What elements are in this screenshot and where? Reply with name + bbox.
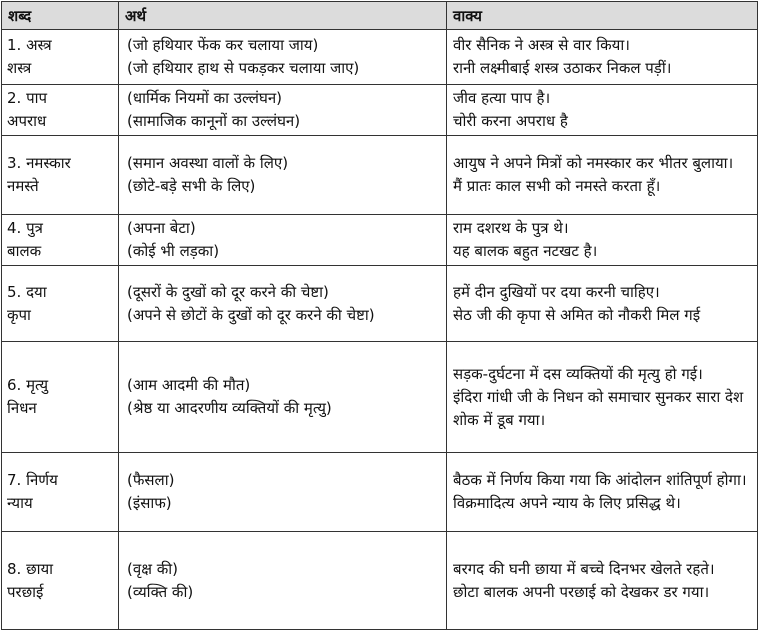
sentence-cell [447,136,758,215]
sentence-text: आयुष ने अपने मित्रों को नमस्कार कर भीतर बुलाया। [453,154,734,172]
word-text: 3. नमस्कार [7,154,71,172]
word-text: 5. दया [7,282,47,301]
sentence-text: सेठ जी की कृपा से अमित को नौकरी मिल गई [453,305,701,324]
sentence-text: चोरी करना अपराध है [453,112,568,130]
word-text: कृपा [7,305,31,324]
word-text: निधन [7,399,37,417]
word-cell [2,85,119,136]
word-cell [2,453,119,532]
word-cell [2,532,119,630]
sentence-text: जीव हत्या पाप है। [453,89,551,107]
meaning-text: (सामाजिक कानूनों का उल्लंघन) [127,112,301,130]
word-text: न्याय [7,494,33,512]
word-text: 2. पाप [7,89,48,107]
word-cell [2,215,119,266]
sentence-text: रानी लक्ष्मीबाई शस्त्र उठाकर निकल पड़ीं। [453,59,672,77]
meaning-text: (जो हथियार हाथ से पकड़कर चलाया जाए) [127,59,360,77]
meaning-text: (आम आदमी की मौत) [127,376,251,394]
word-cell [2,30,119,85]
meaning-text: (छोटे-बड़े सभी के लिए) [127,177,256,195]
sentence-text: हमें दीन दुखियों पर दया करनी चाहिए। [453,282,660,301]
meaning-text: (इंसाफ) [127,494,172,512]
word-text: शस्त्र [7,59,32,77]
header-word: शब्द [2,2,119,30]
meaning-cell [119,266,447,342]
sentence-text: यह बालक बहुत नटखट है। [453,242,598,260]
meaning-text: (व्यक्ति की) [127,582,194,601]
header-sentence: वाक्य [447,2,758,30]
word-meaning-table [1,1,758,630]
sentence-text: मैं प्रातः काल सभी को नमस्ते करता हूँ। [453,177,661,195]
word-text: अपराध [7,112,47,130]
meaning-cell [119,85,447,136]
table-row [2,136,758,215]
meaning-text: (समान अवस्था वालों के लिए) [127,154,289,172]
meaning-cell [119,136,447,215]
word-text: 7. निर्णय [7,471,58,489]
meaning-cell [119,453,447,532]
word-text: 1. अस्त्र [7,36,52,54]
sentence-cell [447,453,758,532]
sentence-cell [447,342,758,453]
sentence-text: विक्रमादित्य अपने न्याय के लिए प्रसिद्ध थे। [453,494,681,512]
word-text: परछाई [7,582,44,601]
sentence-cell [447,30,758,85]
meaning-text: (धार्मिक नियमों का उल्लंघन) [127,89,283,107]
sentence-text: छोटा बालक अपनी परछाई को देखकर डर गया। [453,582,710,601]
table-row [2,266,758,342]
table-row [2,342,758,453]
word-text: बालक [7,242,42,260]
meaning-text: (अपने से छोटों के दुखों को दूर करने की चेष्टा) [127,305,375,324]
word-cell [2,266,119,342]
table-row [2,453,758,532]
sentence-text: बरगद की घनी छाया में बच्चे दिनभर खेलते रहते। [453,559,715,578]
meaning-text: (अपना बेटा) [127,219,196,237]
sentence-text: सड़क-दुर्घटना में दस व्यक्तियों की मृत्यु हो गई। [453,364,703,383]
sentence-text: राम दशरथ के पुत्र थे। [453,219,569,237]
header-meaning: अर्थ [119,2,447,30]
sentence-text: वीर सैनिक ने अस्त्र से वार किया। [453,36,630,54]
sentence-cell [447,266,758,342]
meaning-text: (दूसरों के दुखों को दूर करने की चेष्टा) [127,282,329,301]
word-text: 6. मृत्यु [7,376,49,394]
meaning-cell [119,342,447,453]
word-text: नमस्ते [7,177,39,195]
sentence-cell [447,215,758,266]
meaning-text: (वृक्ष की) [127,559,178,578]
word-cell [2,342,119,453]
table-row [2,30,758,85]
table-row [2,532,758,630]
table-row [2,85,758,136]
meaning-text: (कोई भी लड़का) [127,242,220,260]
header-row [2,2,758,30]
meaning-text: (श्रेष्ठ या आदरणीय व्यक्तियों की मृत्यु) [127,399,332,417]
word-text: 4. पुत्र [7,219,43,237]
sentence-cell [447,85,758,136]
meaning-cell [119,30,447,85]
sentence-text: इंदिरा गांधी जी के निधन को समाचार सुनकर सारा देश शोक में डूब गया। [453,387,744,429]
table-row [2,215,758,266]
meaning-text: (जो हथियार फेंक कर चलाया जाय) [127,36,319,54]
word-cell [2,136,119,215]
word-text: 8. छाया [7,559,54,578]
meaning-text: (फैसला) [127,471,175,489]
meaning-cell [119,532,447,630]
sentence-text: बैठक में निर्णय किया गया कि आंदोलन शांतिपूर्ण होगा। [453,471,747,489]
sentence-cell [447,532,758,630]
meaning-cell [119,215,447,266]
